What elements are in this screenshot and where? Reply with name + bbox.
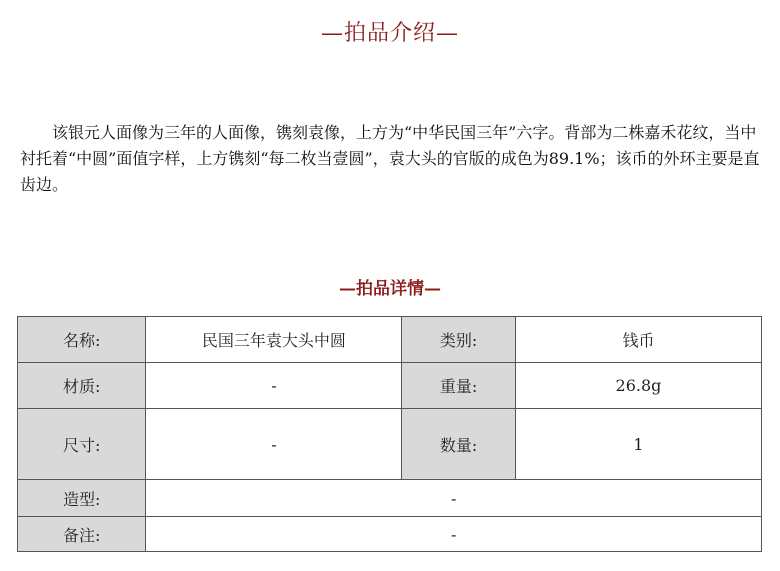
weight-label: 重量: — [402, 363, 516, 409]
category-label: 类别: — [402, 317, 516, 363]
details-table — [17, 316, 762, 552]
table-row — [18, 317, 762, 363]
table-row — [18, 517, 762, 552]
quantity-label: 数量: — [402, 409, 516, 480]
table-row — [18, 409, 762, 480]
table-row — [18, 363, 762, 409]
shape-value: - — [146, 480, 762, 517]
table-row — [18, 480, 762, 517]
weight-value: 26.8g — [515, 363, 761, 409]
shape-label: 造型: — [18, 480, 146, 517]
details-title: —拍品详情— — [339, 279, 441, 299]
category-value: 钱币 — [515, 317, 761, 363]
intro-title: —拍品介绍— — [320, 21, 459, 46]
name-label: 名称: — [18, 317, 146, 363]
quantity-value: 1 — [515, 409, 761, 480]
intro-paragraph: 该银元人面像为三年的人面像，镌刻袁像，上方为“中华民国三年”六字。背部为二株嘉禾花纹，当中衬托着“中圆”面值字样，上方镌刻“每二枚当壹圆”，袁大头的官版的成色为89.1%；该币的外环主要是直齿边。 — [20, 123, 760, 194]
remark-label: 备注: — [18, 517, 146, 552]
size-value: - — [146, 409, 402, 480]
name-value: 民国三年袁大头中圆 — [146, 317, 402, 363]
remark-value: - — [146, 517, 762, 552]
size-label: 尺寸: — [18, 409, 146, 480]
material-label: 材质: — [18, 363, 146, 409]
material-value: - — [146, 363, 402, 409]
